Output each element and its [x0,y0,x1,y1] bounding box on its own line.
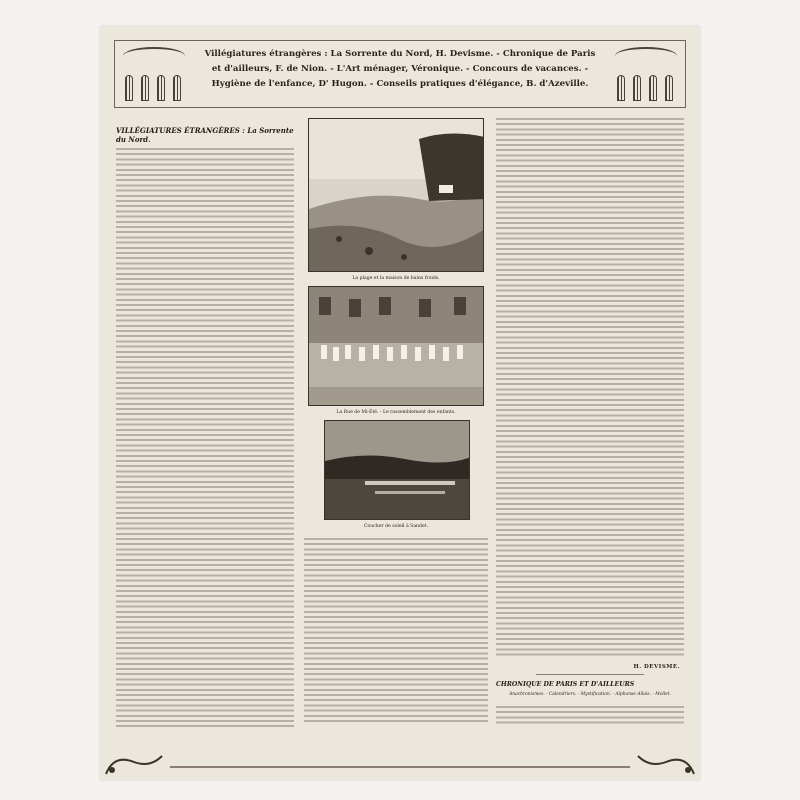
column-right [496,118,684,758]
photo-caption: Coucher de soleil à Sandet. [364,524,428,529]
body-text-block [304,538,488,724]
photo-caption: La plage et la maison de bains froids. [352,276,440,281]
toc-line: et d'ailleurs, F. de Nion. - L'Art ménager, Véronique. - Concours de vacances. - [211,64,589,74]
header-ornament-left [119,45,189,103]
toc-line: Hygiène de l'enfance, D' Hugon. - Conseils pratiques d'élégance, B. d'Azeville. [211,79,589,89]
bottom-border [170,766,630,768]
table-of-contents [197,47,603,92]
photo-beach [308,118,484,272]
corner-ornament-left [104,750,164,776]
chronique-heading: CHRONIQUE DE PARIS ET D'AILLEURS [496,681,635,688]
corner-ornament-right [636,750,696,776]
header-banner [114,40,686,108]
divider [536,674,644,675]
magazine-page [100,26,700,780]
article-heading: VILLÉGIATURES ÉTRANGÈRES : La Sorrente du Nord. [116,126,294,144]
body-text-block [496,706,684,724]
toc-line: Villégiatures étrangères : La Sorrente du Nord, H. Devisme. - Chronique de Paris [204,49,596,59]
article-signature: H. DEVISME. [633,664,680,670]
chronique-subtitle: Anachronismes. - Calendriers. - Mystification. - Alphonse Allais. - Mollet. [509,692,671,697]
body-text-block [116,148,294,728]
header-ornament-right [611,45,681,103]
column-left [116,118,294,758]
photo-children-gathering [308,286,484,406]
photo-sunset [324,420,470,520]
column-middle [304,118,488,758]
body-text-block [496,118,684,658]
photo-caption: La Rue de Mi-Été. - Le rassemblement des enfants. [336,410,456,415]
